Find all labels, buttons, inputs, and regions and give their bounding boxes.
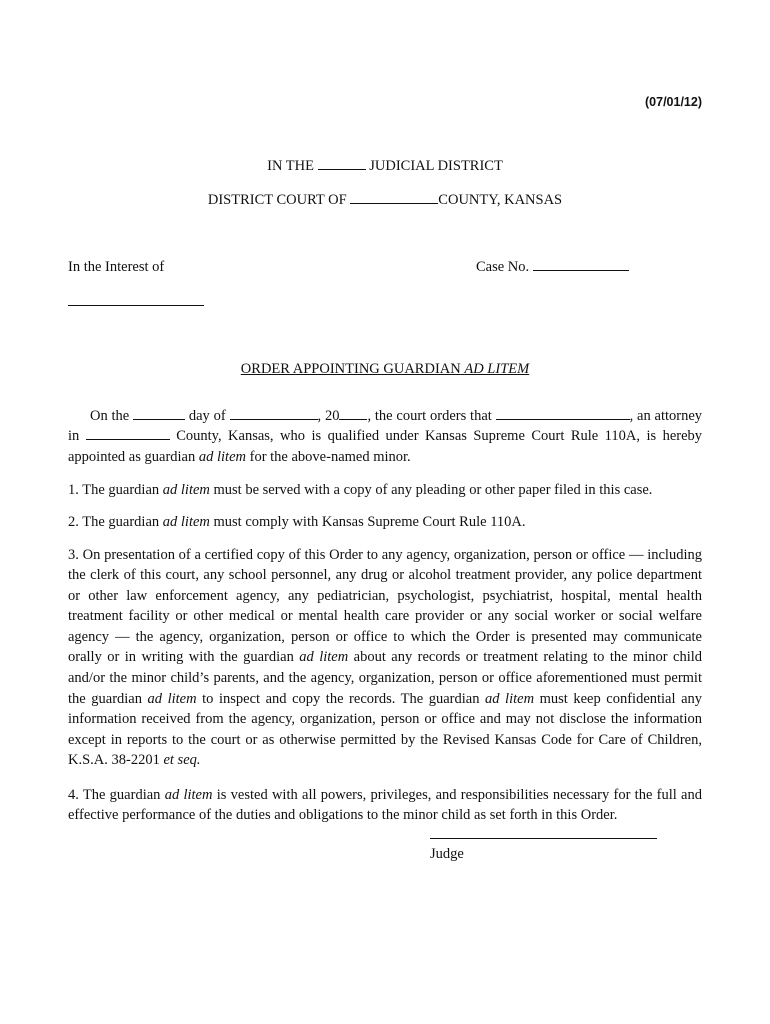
intro-year-prefix: 20 <box>324 407 340 424</box>
p4-lead: 4. The guardian <box>68 786 161 803</box>
intro-an: , an <box>629 407 651 424</box>
judge-label: Judge <box>430 846 464 862</box>
attorney-name-blank[interactable] <box>496 407 630 420</box>
intro-ad-litem: ad litem <box>198 448 246 465</box>
p3-part-a: 3. On presentation of a certified copy of this Order to any agency, organization, person or office — including the clerk of this court, any school personnel, any drug or alcohol treatment provider, any police department or other law enforcement agency, any pediatrician, psychologist, psychiatrist, hospital, mental health treatment facility or other medical or mental health care provider or any social worker or social welfare agency — the agency, organization, person or office to which the Order is presented may communicate orally or in writing with the guardian <box>68 546 702 666</box>
intro-attorney-in: attorney in <box>68 407 703 445</box>
intro-tail: for the above-named minor. <box>249 448 411 465</box>
p1-lead: 1. The guardian <box>68 481 160 498</box>
year-blank[interactable] <box>339 407 367 420</box>
paragraph-4 <box>68 770 702 840</box>
month-blank[interactable] <box>230 407 318 420</box>
heading-judicial-district: JUDICIAL DISTRICT <box>369 158 503 174</box>
p2-ad-litem: ad litem <box>162 513 210 530</box>
paragraph-3 <box>68 530 702 786</box>
district-number-blank[interactable] <box>318 157 366 170</box>
p4-rest: is vested with all powers, privileges, and responsibilities necessary for the full and effective performance of the duties and obligations to the minor child as set forth in this Order. <box>68 786 702 824</box>
order-title-text: ORDER APPOINTING GUARDIAN <box>240 361 461 377</box>
heading-district-court-of: DISTRICT COURT OF <box>207 192 347 208</box>
p3-part-b: about any records or treatment relating to the minor child and/or the minor child’s parents, and the agency, organization, person or office aforementioned must permit the guardian <box>68 649 703 707</box>
form-revision-date: (07/01/12) <box>645 95 702 109</box>
district-court-heading <box>0 191 770 209</box>
judicial-district-heading <box>0 157 770 175</box>
intro-day-of: day of <box>188 407 226 424</box>
p3-part-c: to inspect and copy the records. The guardian <box>202 690 480 707</box>
judge-signature-line[interactable] <box>430 838 657 839</box>
intro-court-orders: , the court orders that <box>367 407 492 424</box>
case-number-field <box>476 258 629 276</box>
in-the-interest-of-label: In the Interest of <box>68 259 165 275</box>
attorney-county-blank[interactable] <box>86 427 170 440</box>
case-number-blank[interactable] <box>533 258 629 271</box>
p1-rest: must be served with a copy of any pleading or other paper filed in this case. <box>213 481 653 498</box>
child-name-blank[interactable] <box>68 305 204 306</box>
p4-ad-litem: ad litem <box>164 786 213 803</box>
p3-part-d: must keep confidential any information received from the agency, organization, person or office and may not disclose the information except in reports to the court or as otherwise permitted by the Revised Kansas Code for Care of Children, K.S.A. 38-2201 <box>68 690 703 769</box>
p3-ad-litem-3: ad litem <box>485 690 535 707</box>
case-number-label: Case No. <box>476 259 530 275</box>
day-blank[interactable] <box>133 407 185 420</box>
p3-ad-litem-2: ad litem <box>147 690 197 707</box>
p2-rest: must comply with Kansas Supreme Court Rule 110A. <box>213 513 526 530</box>
intro-on-the: On the <box>90 407 130 424</box>
heading-in-the: IN THE <box>267 158 314 174</box>
p3-et-seq: et seq. <box>163 752 201 769</box>
p1-ad-litem: ad litem <box>162 481 210 498</box>
order-title-ad-litem: AD LITEM <box>464 361 530 377</box>
p3-ad-litem-1: ad litem <box>299 649 349 666</box>
intro-paragraph: On the day of , 20 , the court orders that , an attorney in County, Kansas, who is qualified under Kansas Supreme Court Rule 110A, is hereby appointed as guardian ad litem for the above-named minor. <box>68 407 703 465</box>
order-title <box>0 360 770 378</box>
county-name-blank[interactable] <box>350 191 438 204</box>
p2-lead: 2. The guardian <box>68 513 160 530</box>
intro-county-text: County, Kansas, who is qualified under Kansas Supreme Court Rule 110A, is hereby appointed as guardian <box>68 428 703 465</box>
heading-county-kansas: COUNTY, KANSAS <box>438 192 563 208</box>
